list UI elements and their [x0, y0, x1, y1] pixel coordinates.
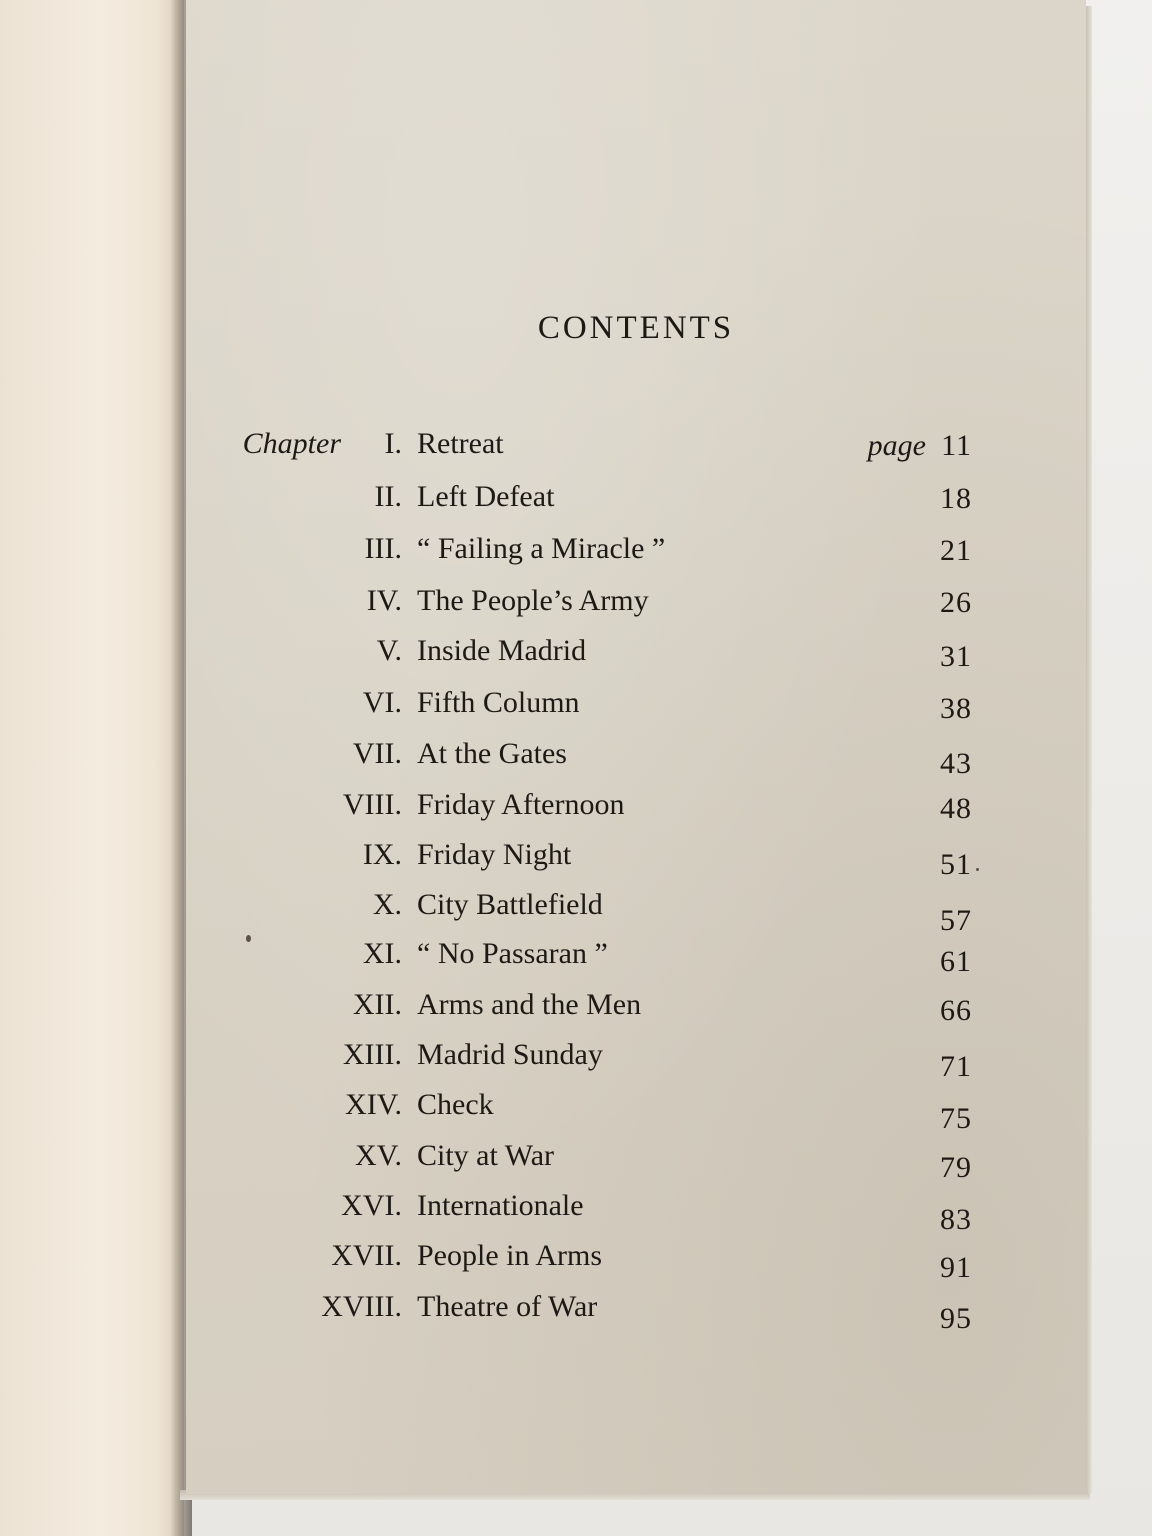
toc-entry — [186, 1239, 1086, 1284]
page-number: 26 — [940, 586, 972, 619]
chapter-number: I. — [384, 427, 402, 460]
chapter-number: XVIII. — [321, 1290, 402, 1323]
chapter-number: XVII. — [331, 1239, 402, 1272]
chapter-title: Arms and the Men — [417, 988, 642, 1021]
page-number: 43 — [940, 747, 972, 780]
chapter-title: “ No Passaran ” — [417, 937, 608, 970]
chapter-number: VII. — [352, 737, 402, 770]
chapter-title: Check — [417, 1088, 494, 1121]
contents-page — [186, 0, 1086, 1494]
toc-entry — [186, 737, 1086, 780]
page-number: 21 — [940, 534, 972, 567]
page-number: 48 — [940, 792, 972, 825]
page-number: 38 — [940, 692, 972, 725]
toc-entry — [186, 686, 1086, 726]
chapter-number: VI. — [362, 686, 402, 719]
chapter-title: “ Failing a Miracle ” — [417, 532, 666, 565]
chapter-number: IV. — [366, 584, 402, 617]
chapter-title: Friday Night — [417, 838, 572, 871]
page-number: 61 — [940, 945, 972, 978]
page-number: 51 — [940, 848, 972, 881]
page-number: 91 — [940, 1251, 972, 1284]
chapter-title: Internationale — [417, 1189, 584, 1222]
toc-entry — [186, 838, 1086, 881]
toc-entry — [186, 634, 1086, 674]
chapter-number: III. — [364, 532, 402, 565]
chapter-title: City Battlefield — [417, 888, 603, 921]
toc-entry — [186, 480, 1086, 520]
page-number: 57 — [940, 904, 972, 937]
chapter-number: V. — [376, 634, 402, 667]
chapter-title: City at War — [417, 1139, 555, 1172]
chapter-number: IX. — [362, 838, 402, 871]
toc-entry — [186, 1189, 1086, 1236]
chapter-title: Theatre of War — [417, 1290, 598, 1323]
toc-entry — [186, 937, 1086, 977]
page-number: 95 — [940, 1302, 972, 1335]
page-number: 66 — [940, 994, 972, 1027]
toc-entry — [186, 888, 1086, 937]
page-number: 75 — [940, 1102, 972, 1135]
page-label: page — [867, 429, 926, 462]
toc-entry — [186, 584, 1086, 624]
chapter-title: The People’s Army — [417, 584, 649, 617]
toc-entry — [186, 532, 1086, 572]
toc-entry — [186, 1139, 1086, 1184]
page-number: 71 — [940, 1050, 972, 1083]
chapter-number: VIII. — [342, 788, 402, 821]
chapter-number: XIV. — [345, 1088, 402, 1121]
chapter-title: People in Arms — [417, 1239, 602, 1272]
page-title: CONTENTS — [537, 310, 735, 346]
chapter-title: Fifth Column — [417, 686, 580, 719]
chapter-title: Retreat — [417, 427, 504, 460]
chapter-number: XI. — [362, 937, 402, 970]
left-facing-page — [0, 0, 184, 1536]
page-number: 31 — [940, 640, 972, 673]
chapter-title: Madrid Sunday — [417, 1038, 603, 1071]
chapter-number: XII. — [352, 988, 402, 1021]
page-right-edge — [1086, 6, 1092, 1494]
chapter-title: At the Gates — [417, 737, 567, 770]
toc-entry — [186, 988, 1086, 1028]
page-number: 11 — [941, 429, 972, 462]
toc-entry — [186, 788, 1086, 828]
chapter-number: II. — [374, 480, 402, 513]
page-number: 18 — [940, 482, 972, 515]
paper-speck — [976, 868, 979, 871]
chapter-number: XIII. — [342, 1038, 402, 1071]
page-number: 79 — [940, 1151, 972, 1184]
toc-entry — [186, 427, 1086, 467]
chapter-title: Friday Afternoon — [417, 788, 625, 821]
toc-entry — [186, 1038, 1086, 1083]
chapter-title: Inside Madrid — [417, 634, 587, 667]
toc-entry — [186, 1088, 1086, 1135]
chapter-number: XVI. — [341, 1189, 402, 1222]
toc-entry — [186, 1290, 1086, 1335]
chapter-number: X. — [372, 888, 402, 921]
page-number: 83 — [940, 1203, 972, 1236]
chapter-number: XV. — [355, 1139, 402, 1172]
chapter-title: Left Defeat — [417, 480, 555, 513]
chapter-label: Chapter — [242, 427, 341, 460]
paper-speck — [246, 935, 251, 942]
